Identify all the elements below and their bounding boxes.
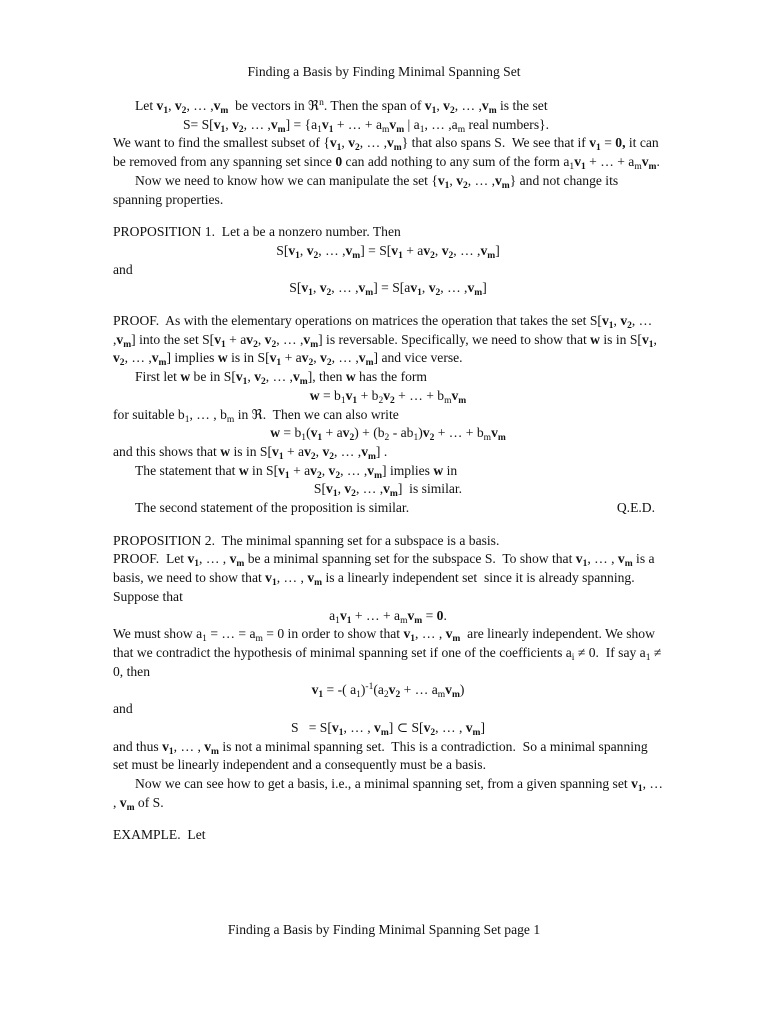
qed-mark: Q.E.D.	[616, 500, 655, 516]
proof-2-step-2: and thus $v_1$, … , $v_m$ is not a minimal spanning set. This is a contradiction. So a minimal spanning set must be linearly independent and a consequently must be a basis.	[113, 738, 648, 773]
proof-1-step-1: First let w be in $S[v_1$, $v_2$, … $,v_m$], then w has the form	[135, 369, 428, 388]
proof-1-step-3: and this shows that w is in $S[v_1 + av_2$, $v_2$, … $,v_m$] .	[113, 443, 388, 462]
proof-1-step-2: for suitable $b_1$, … , $b_m$ in ℜ. Then we can also write	[113, 406, 399, 425]
example	[113, 826, 663, 845]
proof-1-second-statement: The second statement of the proposition is similar.	[135, 500, 410, 516]
proof-2: PROOF. Let $v_1$, … , $v_m$ be a minimal spanning set for the subspace S. To show that $v_1$, … , $v_m$ is a basis, we need to show that $v_1$, … , $v_m$ is a linearly independent set since it is already spanning. Suppose that	[113, 551, 655, 604]
proof-1-equation-2: $w = b_1(v_1 + av_2) + (b_2 - ab_1)v_2$ + … + $b_mv_m$	[270, 425, 506, 444]
proof-1-equation-1: $w = b_1v_1 + b_2v_2$ + … + $b_mv_m$	[309, 387, 467, 406]
proof-2-equation-3: $S = S[v_1$, … , $v_m$] ⊂ $S[v_2$, … , $v_m$]	[290, 719, 486, 738]
proposition-1: PROPOSITION 1. Let a be a nonzero number. Then	[113, 224, 401, 240]
proof-1-step-5: $S[v_1$, $v_2$, … $,v_m$] is similar.	[313, 481, 463, 500]
proof-1-label: PROOF.	[113, 313, 160, 329]
manipulate-paragraph: Now we need to know how we can manipulate the set {$v_1$, $v_2$, … $,v_m$} and not change its spanning properties.	[113, 172, 619, 207]
proposition-1-equation-2: $S[v_1$, $v_2$, … $,v_m] = S[av_1$, $v_2$, … $,v_m$]	[289, 280, 487, 299]
proof-1: PROOF. As with the elementary operations on matrices the operation that takes the set $S[v_1$, $v_2$, … $,v_m$] into the set $S[v_1 + av_2$, $v_2$, … $,v_m$] is reversable. Specifically, we need to show that w is in $S[v_1$, $v_2$, … $,v_m$] implies w is in $S[v_1 + av_2$, $v_2$, … $,v_m$] and vice verse.	[113, 313, 657, 369]
proof-2-equation-1: $a_1v_1$ + … + $a_mv_m = 0$.	[329, 607, 447, 626]
proposition-2-label: PROPOSITION 2.	[113, 532, 215, 548]
goal-paragraph: We want to find the smallest subset of {$v_1$, $v_2$, … $,v_m$} that also spans S. We see that if $v_1 = 0$, it can be removed from any spanning set since 0 can add nothing to any sum of the form $a_1v_1$ + … + $a_mv_m$.	[113, 135, 660, 173]
document-body	[113, 97, 663, 845]
page-footer: Finding a Basis by Finding Minimal Spanning Set page 1	[227, 922, 541, 937]
and-connector: and	[113, 261, 133, 277]
proof-2-label: PROOF.	[113, 551, 160, 567]
page-header: Finding a Basis by Finding Minimal Spanning Set	[247, 64, 521, 79]
intro-paragraph: Let $v_1$, $v_2$, … $,v_m$ be vectors in ℜ$^n$. Then the span of $v_1$, $v_2$, … $,v_m$ is the set	[135, 98, 548, 116]
proposition-1-equation-1: $S[v_1$, $v_2$, … $,v_m] = S[v_1 + av_2$, $v_2$, … $,v_m$]	[276, 242, 500, 261]
proof-1-conclusion	[113, 499, 663, 518]
span-definition: $S= S[v_1$, $v_2$, … $,v_m] = \{a_1v_1$ + … + $a_mv_m$ | $a_1$, … $,a_m$ real numbers}.	[183, 116, 550, 135]
proof-2-equation-2: $v_1$ = -( $a_1)^{-1}(a_2v_2$ + … $a_mv_m$)	[311, 682, 465, 701]
example-label: EXAMPLE.	[113, 827, 181, 843]
example-text: Let	[187, 827, 206, 843]
and-connector-2: and	[113, 701, 133, 717]
proposition-2: PROPOSITION 2. The minimal spanning set for a subspace is a basis.	[113, 532, 500, 548]
proof-1-step-4: The statement that w in $S[v_1 + av_2$, $v_2$, … $,v_m$] implies w in	[135, 462, 458, 481]
proof-2-step-1: We must show $a_1$ = … = $a_m = 0$ in order to show that $v_1$, … , $v_m$ are linearly independent. We show that we contradict the hypothesis of minimal spanning set if one of the coefficients $a_i \ne 0$. If say $a_1 \ne 0$, then	[113, 626, 662, 679]
proposition-1-label: PROPOSITION 1.	[113, 224, 215, 240]
basis-paragraph: Now we can see how to get a basis, i.e., a minimal spanning set, from a given spanning set $v_1$, … , $v_m$ of S.	[113, 775, 664, 813]
